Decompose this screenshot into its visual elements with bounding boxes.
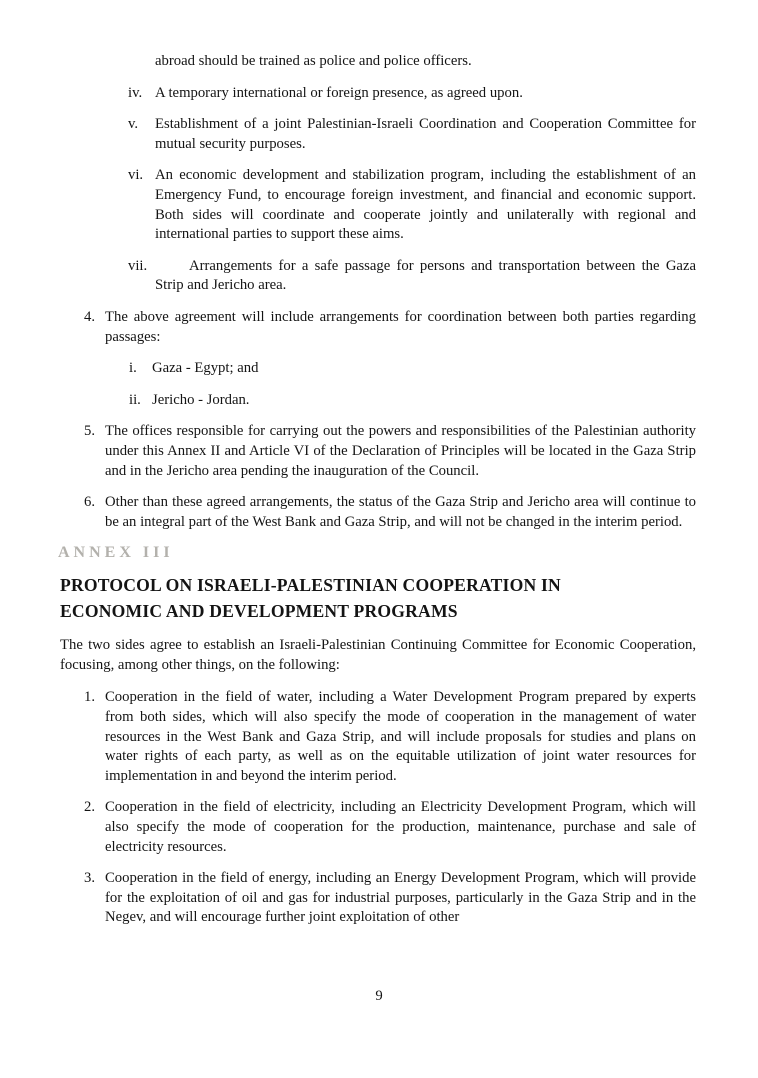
list-item-4: [84, 308, 696, 347]
list-marker: vi.: [128, 167, 144, 184]
document-content: [60, 52, 696, 928]
list-item-vii: [128, 257, 696, 296]
item-iii-continuation-line: abroad should be trained as police and police officers.: [155, 53, 472, 69]
list-item-text: Cooperation in the field of electricity, including an Electricity Development Program, which will also specify the mode of cooperation for the production, maintenance, purchase and sale of electricity resources.: [105, 799, 696, 855]
list-item-text: Arrangements for a safe passage for persons and transportation between the Gaza Strip and Jericho area.: [155, 257, 696, 294]
section-title: [60, 572, 696, 624]
list-item-1: [84, 688, 696, 786]
list-marker: 2.: [84, 799, 96, 816]
list-item-iv: [128, 84, 696, 104]
list-marker: iv.: [128, 84, 143, 101]
list-item-text: Other than these agreed arrangements, the status of the Gaza Strip and Jericho area will continue to be an integral part of the West Bank and Gaza Strip, and will not be changed in the interim period.: [105, 494, 696, 530]
list-item-3: [84, 869, 696, 928]
list-item-v: [128, 115, 696, 154]
list-item-text: A temporary international or foreign presence, as agreed upon.: [155, 84, 523, 101]
list-item-text: Establishment of a joint Palestinian-Israeli Coordination and Cooperation Committee for mutual security purposes.: [155, 116, 696, 152]
passage-item-ii: [129, 391, 696, 411]
list-marker: v.: [128, 116, 139, 133]
list-item-2: [84, 798, 696, 857]
list-item-5: [84, 422, 696, 481]
list-marker: 4.: [84, 308, 96, 325]
list-item-6: [84, 493, 696, 532]
section-intro-paragraph: The two sides agree to establish an Israeli-Palestinian Continuing Committee for Economic Cooperation, focusing, among other things, on the following:: [60, 637, 696, 673]
annex-iii-faded-stamp: ANNEX III: [58, 544, 174, 562]
list-item-text: Gaza - Egypt; and: [152, 360, 259, 377]
list-marker: 6.: [84, 494, 96, 511]
list-marker: 1.: [84, 689, 96, 706]
section-title-line2: ECONOMIC AND DEVELOPMENT PROGRAMS: [60, 601, 458, 622]
list-item-text: Cooperation in the field of water, including a Water Development Program prepared by experts from both sides, which will also specify the mode of cooperation in the management of water resources in the West Bank and Gaza Strip, and will include proposals for studies and plans on water rights of each party, as well as on the equitable utilization of joint water resources for implementation in and beyond the interim period.: [105, 689, 696, 784]
page-number: 9: [375, 988, 383, 1004]
list-item-text: Jericho - Jordan.: [152, 391, 250, 408]
list-marker: ii.: [129, 391, 141, 408]
list-marker: vii.: [128, 257, 148, 274]
list-item-text: The offices responsible for carrying out the powers and responsibilities of the Palestinian authority under this Annex II and Article VI of the Declaration of Principles will be located in the Gaza Strip and in the Jericho area pending the inauguration of the Council.: [105, 423, 696, 479]
list-item-vi: [128, 166, 696, 244]
passage-item-i: [129, 359, 696, 379]
list-item-text: Cooperation in the field of energy, including an Energy Development Program, which will provide for the exploitation of oil and gas for industrial purposes, particularly in the Gaza Strip and in the Negev, and will encourage further joint exploitation of other: [105, 870, 696, 926]
section-title-line1: PROTOCOL ON ISRAELI-PALESTINIAN COOPERATION IN: [60, 575, 561, 596]
list-marker: 5.: [84, 423, 96, 440]
list-item-text: The above agreement will include arrangements for coordination between both parties regarding passages:: [105, 308, 696, 345]
list-marker: i.: [129, 360, 137, 377]
list-item-text: An economic development and stabilization program, including the establishment of an Emergency Fund, to encourage foreign investment, and financial and economic support. Both sides will coordinate and cooperate jointly and unilaterally with regional and international parties to support these aims.: [155, 167, 696, 243]
list-marker: 3.: [84, 870, 96, 887]
